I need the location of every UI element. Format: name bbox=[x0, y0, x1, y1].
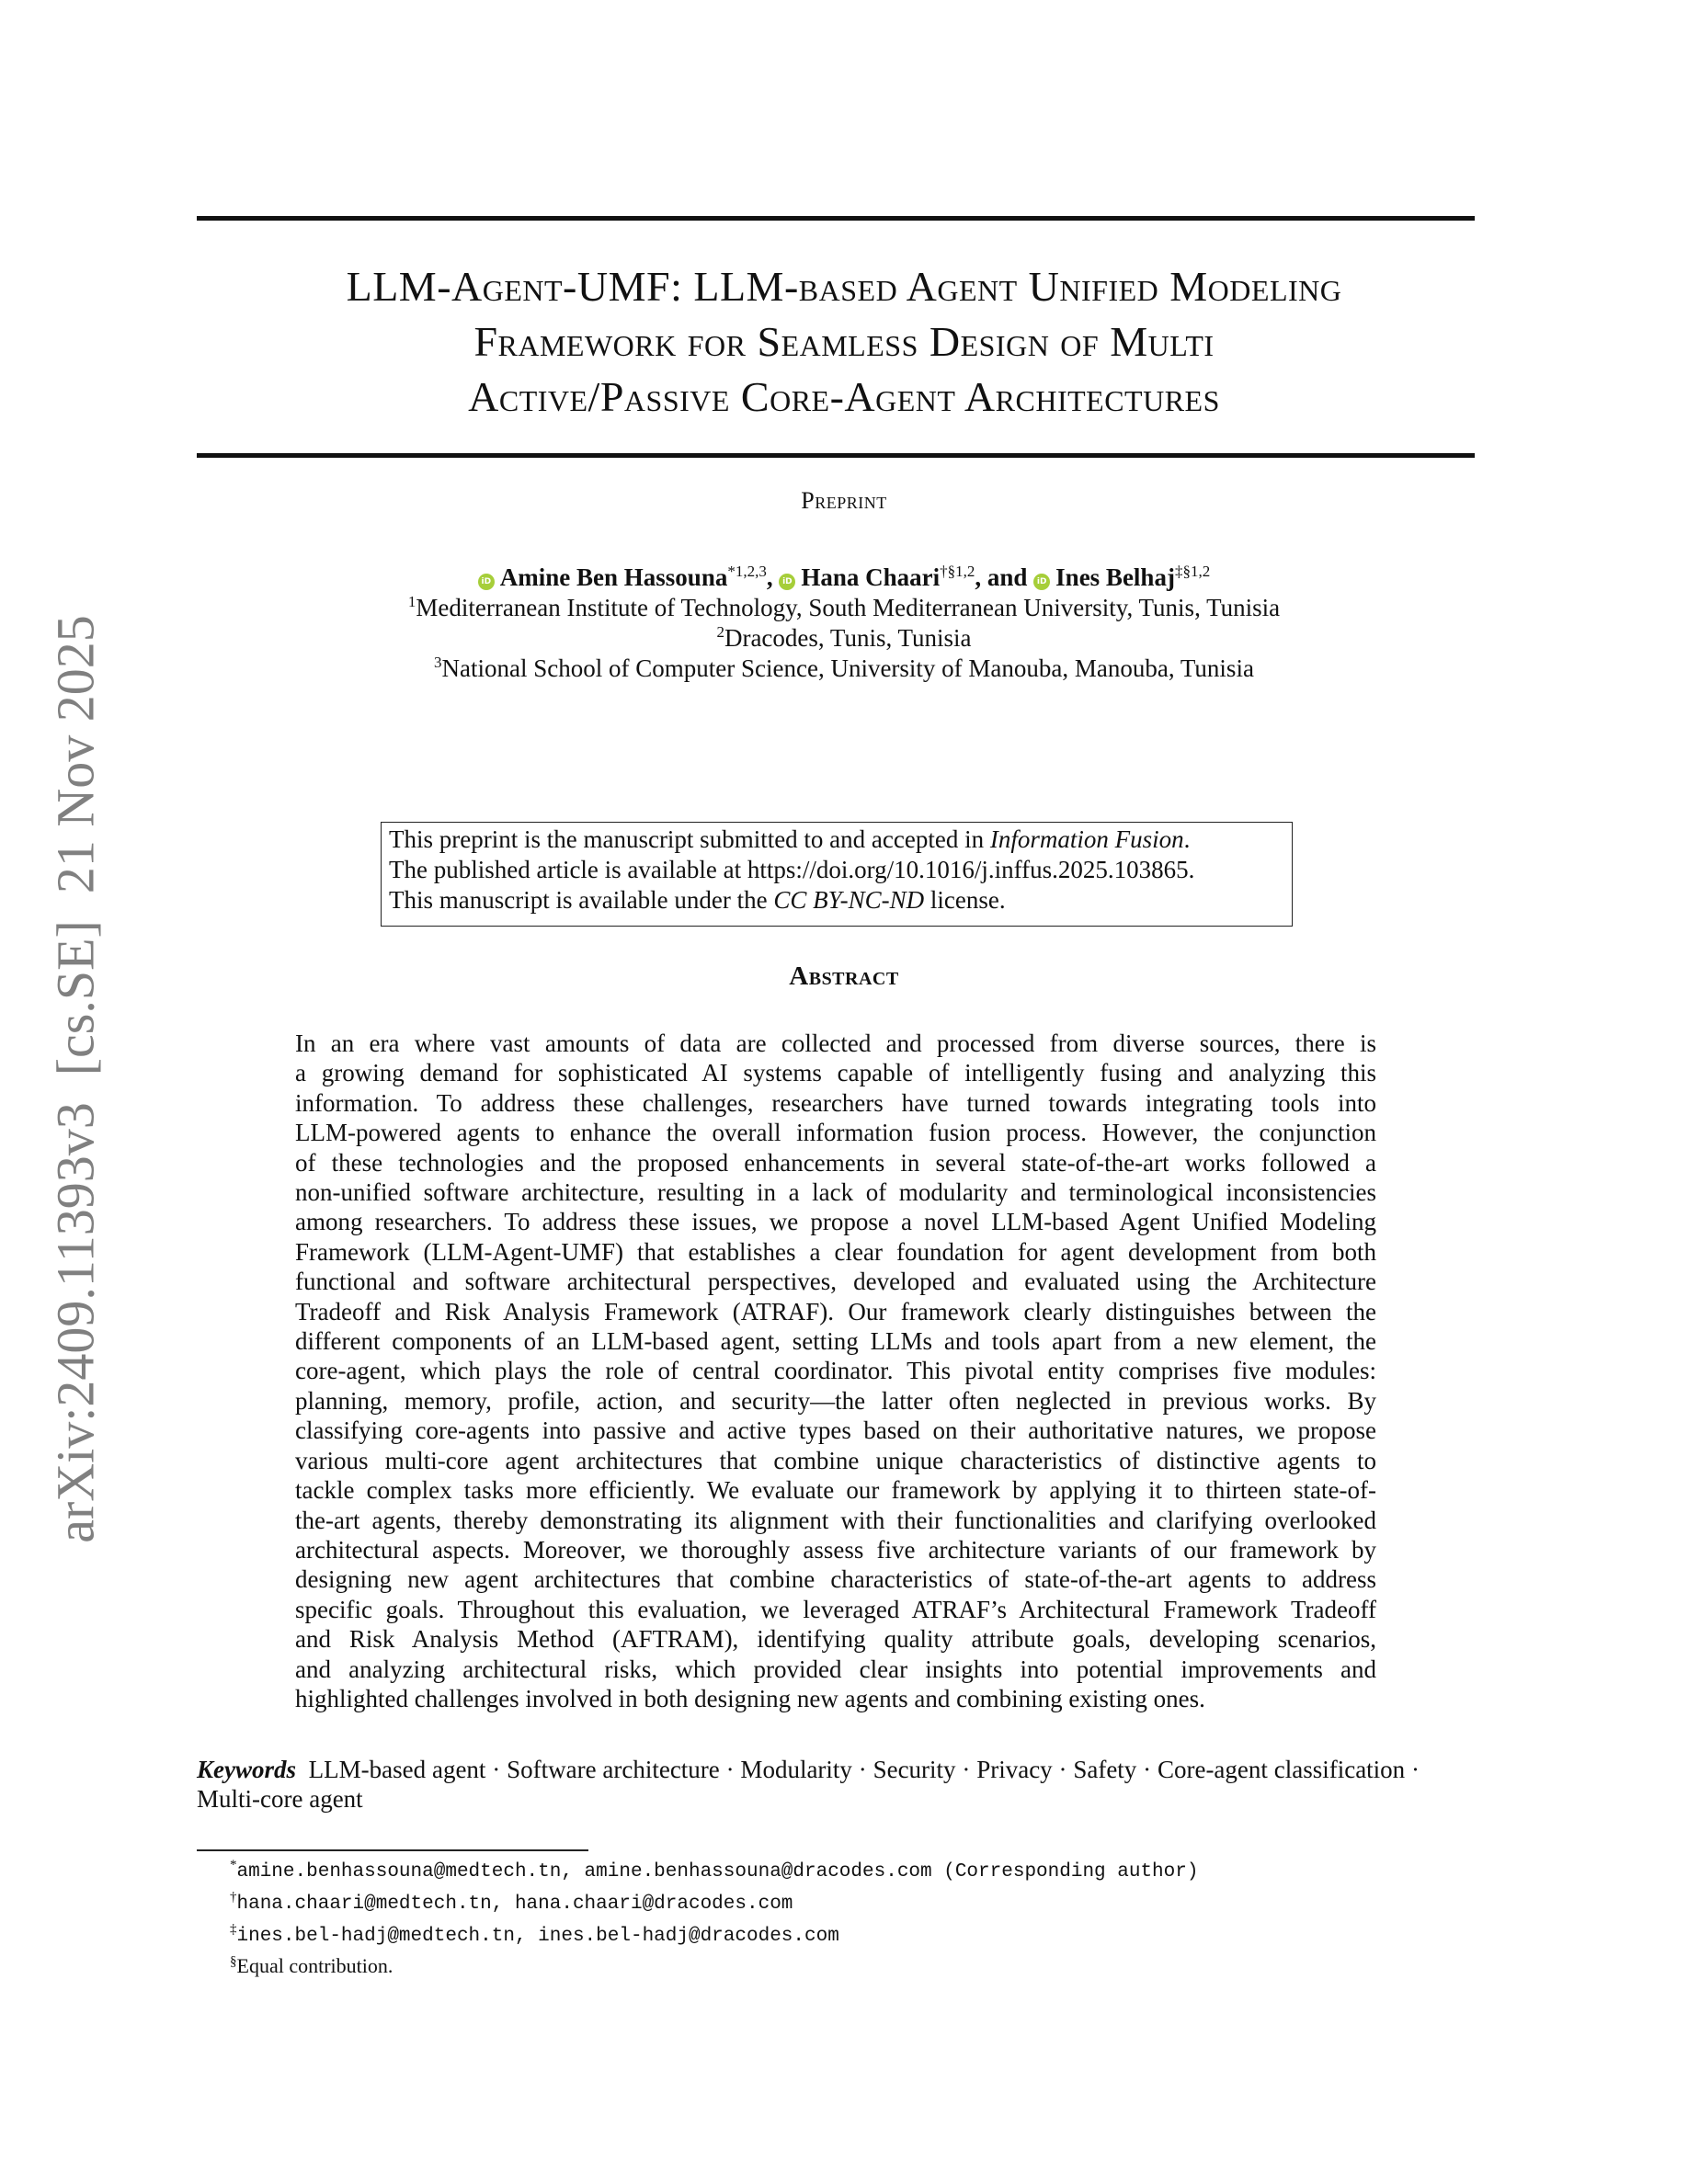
keywords-list: LLM-based agent · Software architecture · Modularity · Security · Privacy · Safety · Core-agent classification · Multi-core agent bbox=[197, 1756, 1420, 1814]
title-bottom-rule bbox=[197, 453, 1475, 458]
footnote bbox=[230, 1855, 1198, 1887]
abstract-line: information. To address these challenges, researchers have turned towards integrating tools into bbox=[295, 1088, 1376, 1117]
affiliation bbox=[0, 654, 1688, 684]
notice-text: . bbox=[1183, 825, 1191, 853]
affiliation bbox=[0, 623, 1688, 654]
affiliation bbox=[0, 593, 1688, 623]
author-name: Amine Ben Hassouna bbox=[499, 563, 728, 591]
abstract-line: and Risk Analysis Method (AFTRAM), identifying quality attribute goals, developing scenarios, bbox=[295, 1625, 1376, 1654]
footnote-rule bbox=[197, 1849, 588, 1851]
notice-doi-line[interactable]: The published article is available at https://doi.org/10.1016/j.inffus.2025.103865. bbox=[389, 856, 1195, 883]
orcid-icon[interactable]: iD bbox=[1033, 574, 1050, 590]
keywords-label: Keywords bbox=[197, 1756, 296, 1783]
author-marks: *1,2,3 bbox=[727, 563, 767, 580]
author-name: Hana Chaari bbox=[801, 563, 941, 591]
paper-title bbox=[138, 259, 1550, 425]
abstract-line: core-agent, which plays the role of central coordinator. This pivotal entity comprises five modules: bbox=[295, 1357, 1376, 1385]
author-marks: †§1,2 bbox=[940, 563, 975, 580]
abstract-line: and analyzing architectural risks, which provided clear insights into potential improvements and bbox=[295, 1655, 1376, 1683]
abstract-line: LLM-powered agents to enhance the overall information fusion process. However, the conjunction bbox=[295, 1119, 1376, 1147]
author-line bbox=[0, 563, 1688, 593]
abstract-heading: Abstract bbox=[789, 961, 899, 991]
author-separator: , and bbox=[975, 563, 1034, 591]
footnote-mark: † bbox=[230, 1890, 237, 1905]
notice-text: This manuscript is available under the bbox=[389, 886, 774, 914]
title-top-rule bbox=[197, 216, 1475, 221]
abstract-line: various multi-core agent architectures that combine unique characteristics of distinctive agents to bbox=[295, 1446, 1376, 1474]
title-line: Framework for Seamless Design of Multi bbox=[473, 318, 1215, 365]
footnote-mark: § bbox=[230, 1954, 237, 1969]
abstract-line: the-art agents, thereby demonstrating its alignment with their functionalities and clarifying overlooked bbox=[295, 1506, 1376, 1534]
orcid-icon[interactable]: iD bbox=[779, 574, 795, 590]
footnote-text[interactable]: amine.benhassouna@medtech.tn, amine.benhassouna@dracodes.com (Corresponding author) bbox=[236, 1861, 1199, 1883]
footnote-mark: ‡ bbox=[230, 1922, 237, 1937]
affiliation-number: 3 bbox=[434, 654, 442, 671]
affiliation-text: Mediterranean Institute of Technology, South Mediterranean University, Tunis, Tunisia bbox=[416, 594, 1281, 621]
footnote bbox=[230, 1951, 1198, 1981]
footnotes bbox=[230, 1855, 1198, 1981]
title-line: Active/Passive Core-Agent Architectures bbox=[468, 373, 1220, 420]
abstract-line: different components of an LLM-based agent, setting LLMs and tools apart from a new element, the bbox=[295, 1327, 1376, 1356]
author-name: Ines Belhaj bbox=[1055, 563, 1175, 591]
abstract-line: highlighted challenges involved in both designing new agents and combining existing ones. bbox=[295, 1684, 1205, 1712]
abstract-line: Tradeoff and Risk Analysis Framework (ATRAF). Our framework clearly distinguishes between the bbox=[295, 1297, 1376, 1325]
footnote-text: Equal contribution. bbox=[236, 1954, 393, 1977]
keywords bbox=[197, 1755, 1420, 1814]
notice-text: This preprint is the manuscript submitted to and accepted in bbox=[389, 825, 990, 853]
notice-text: license. bbox=[924, 886, 1006, 914]
abstract-body bbox=[295, 1029, 1376, 1713]
publication-notice-box bbox=[381, 822, 1293, 927]
title-line: LLM-Agent-UMF: LLM-based Agent Unified Modeling bbox=[346, 263, 1342, 310]
affiliation-number: 1 bbox=[407, 593, 416, 610]
journal-name: Information Fusion bbox=[989, 825, 1184, 853]
abstract-line: a growing demand for sophisticated AI systems capable of intelligently fusing and analyzing this bbox=[295, 1059, 1376, 1087]
author-marks: ‡§1,2 bbox=[1174, 563, 1211, 580]
orcid-icon[interactable]: iD bbox=[478, 574, 495, 590]
abstract-line: classifying core-agents into passive and active types based on their authoritative natures, we propose bbox=[295, 1416, 1376, 1445]
abstract-line: among researchers. To address these issues, we propose a novel LLM-based Agent Unified Modeling bbox=[295, 1208, 1376, 1236]
abstract-line: functional and software architectural perspectives, developed and evaluated using the Architecture bbox=[295, 1268, 1376, 1296]
arxiv-sidebar-stamp: arXiv:2409.11393v3 [cs.SE] 21 Nov 2025 bbox=[45, 615, 106, 1543]
license-name: CC BY-NC-ND bbox=[773, 886, 925, 914]
author-block bbox=[0, 563, 1688, 684]
preprint-label: Preprint bbox=[801, 487, 887, 514]
abstract-line: In an era where vast amounts of data are collected and processed from diverse sources, there is bbox=[295, 1029, 1376, 1057]
abstract-line: specific goals. Throughout this evaluation, we leveraged ATRAF’s Architectural Framework Tradeoff bbox=[295, 1595, 1376, 1623]
abstract-line: planning, memory, profile, action, and security—the latter often neglected in previous works. By bbox=[295, 1386, 1376, 1415]
footnote bbox=[230, 1887, 1198, 1919]
affiliation-text: Dracodes, Tunis, Tunisia bbox=[724, 624, 972, 652]
footnote-mark: * bbox=[230, 1858, 237, 1872]
footnote-text[interactable]: hana.chaari@medtech.tn, hana.chaari@dracodes.com bbox=[236, 1894, 793, 1915]
notice-line bbox=[389, 885, 1284, 916]
abstract-line: architectural aspects. Moreover, we thoroughly assess five architecture variants of our framework by bbox=[295, 1535, 1376, 1564]
abstract-line: non-unified software architecture, resulting in a lack of modularity and terminological inconsistencies bbox=[295, 1178, 1376, 1207]
abstract-line: Framework (LLM-Agent-UMF) that establishes a clear foundation for agent development from both bbox=[295, 1237, 1376, 1266]
affiliation-number: 2 bbox=[716, 623, 724, 641]
notice-line bbox=[389, 825, 1284, 855]
abstract-line: tackle complex tasks more efficiently. We evaluate our framework by applying it to thirteen state-of- bbox=[295, 1476, 1376, 1505]
author-separator: , bbox=[766, 563, 780, 591]
abstract-line: of these technologies and the proposed enhancements in several state-of-the-art works followed a bbox=[295, 1148, 1376, 1177]
affiliation-text: National School of Computer Science, University of Manouba, Manouba, Tunisia bbox=[441, 654, 1254, 682]
abstract-line: designing new agent architectures that combine characteristics of state-of-the-art agents to address bbox=[295, 1565, 1376, 1594]
footnote-text[interactable]: ines.bel-hadj@medtech.tn, ines.bel-hadj@dracodes.com bbox=[236, 1926, 839, 1947]
footnote bbox=[230, 1919, 1198, 1951]
